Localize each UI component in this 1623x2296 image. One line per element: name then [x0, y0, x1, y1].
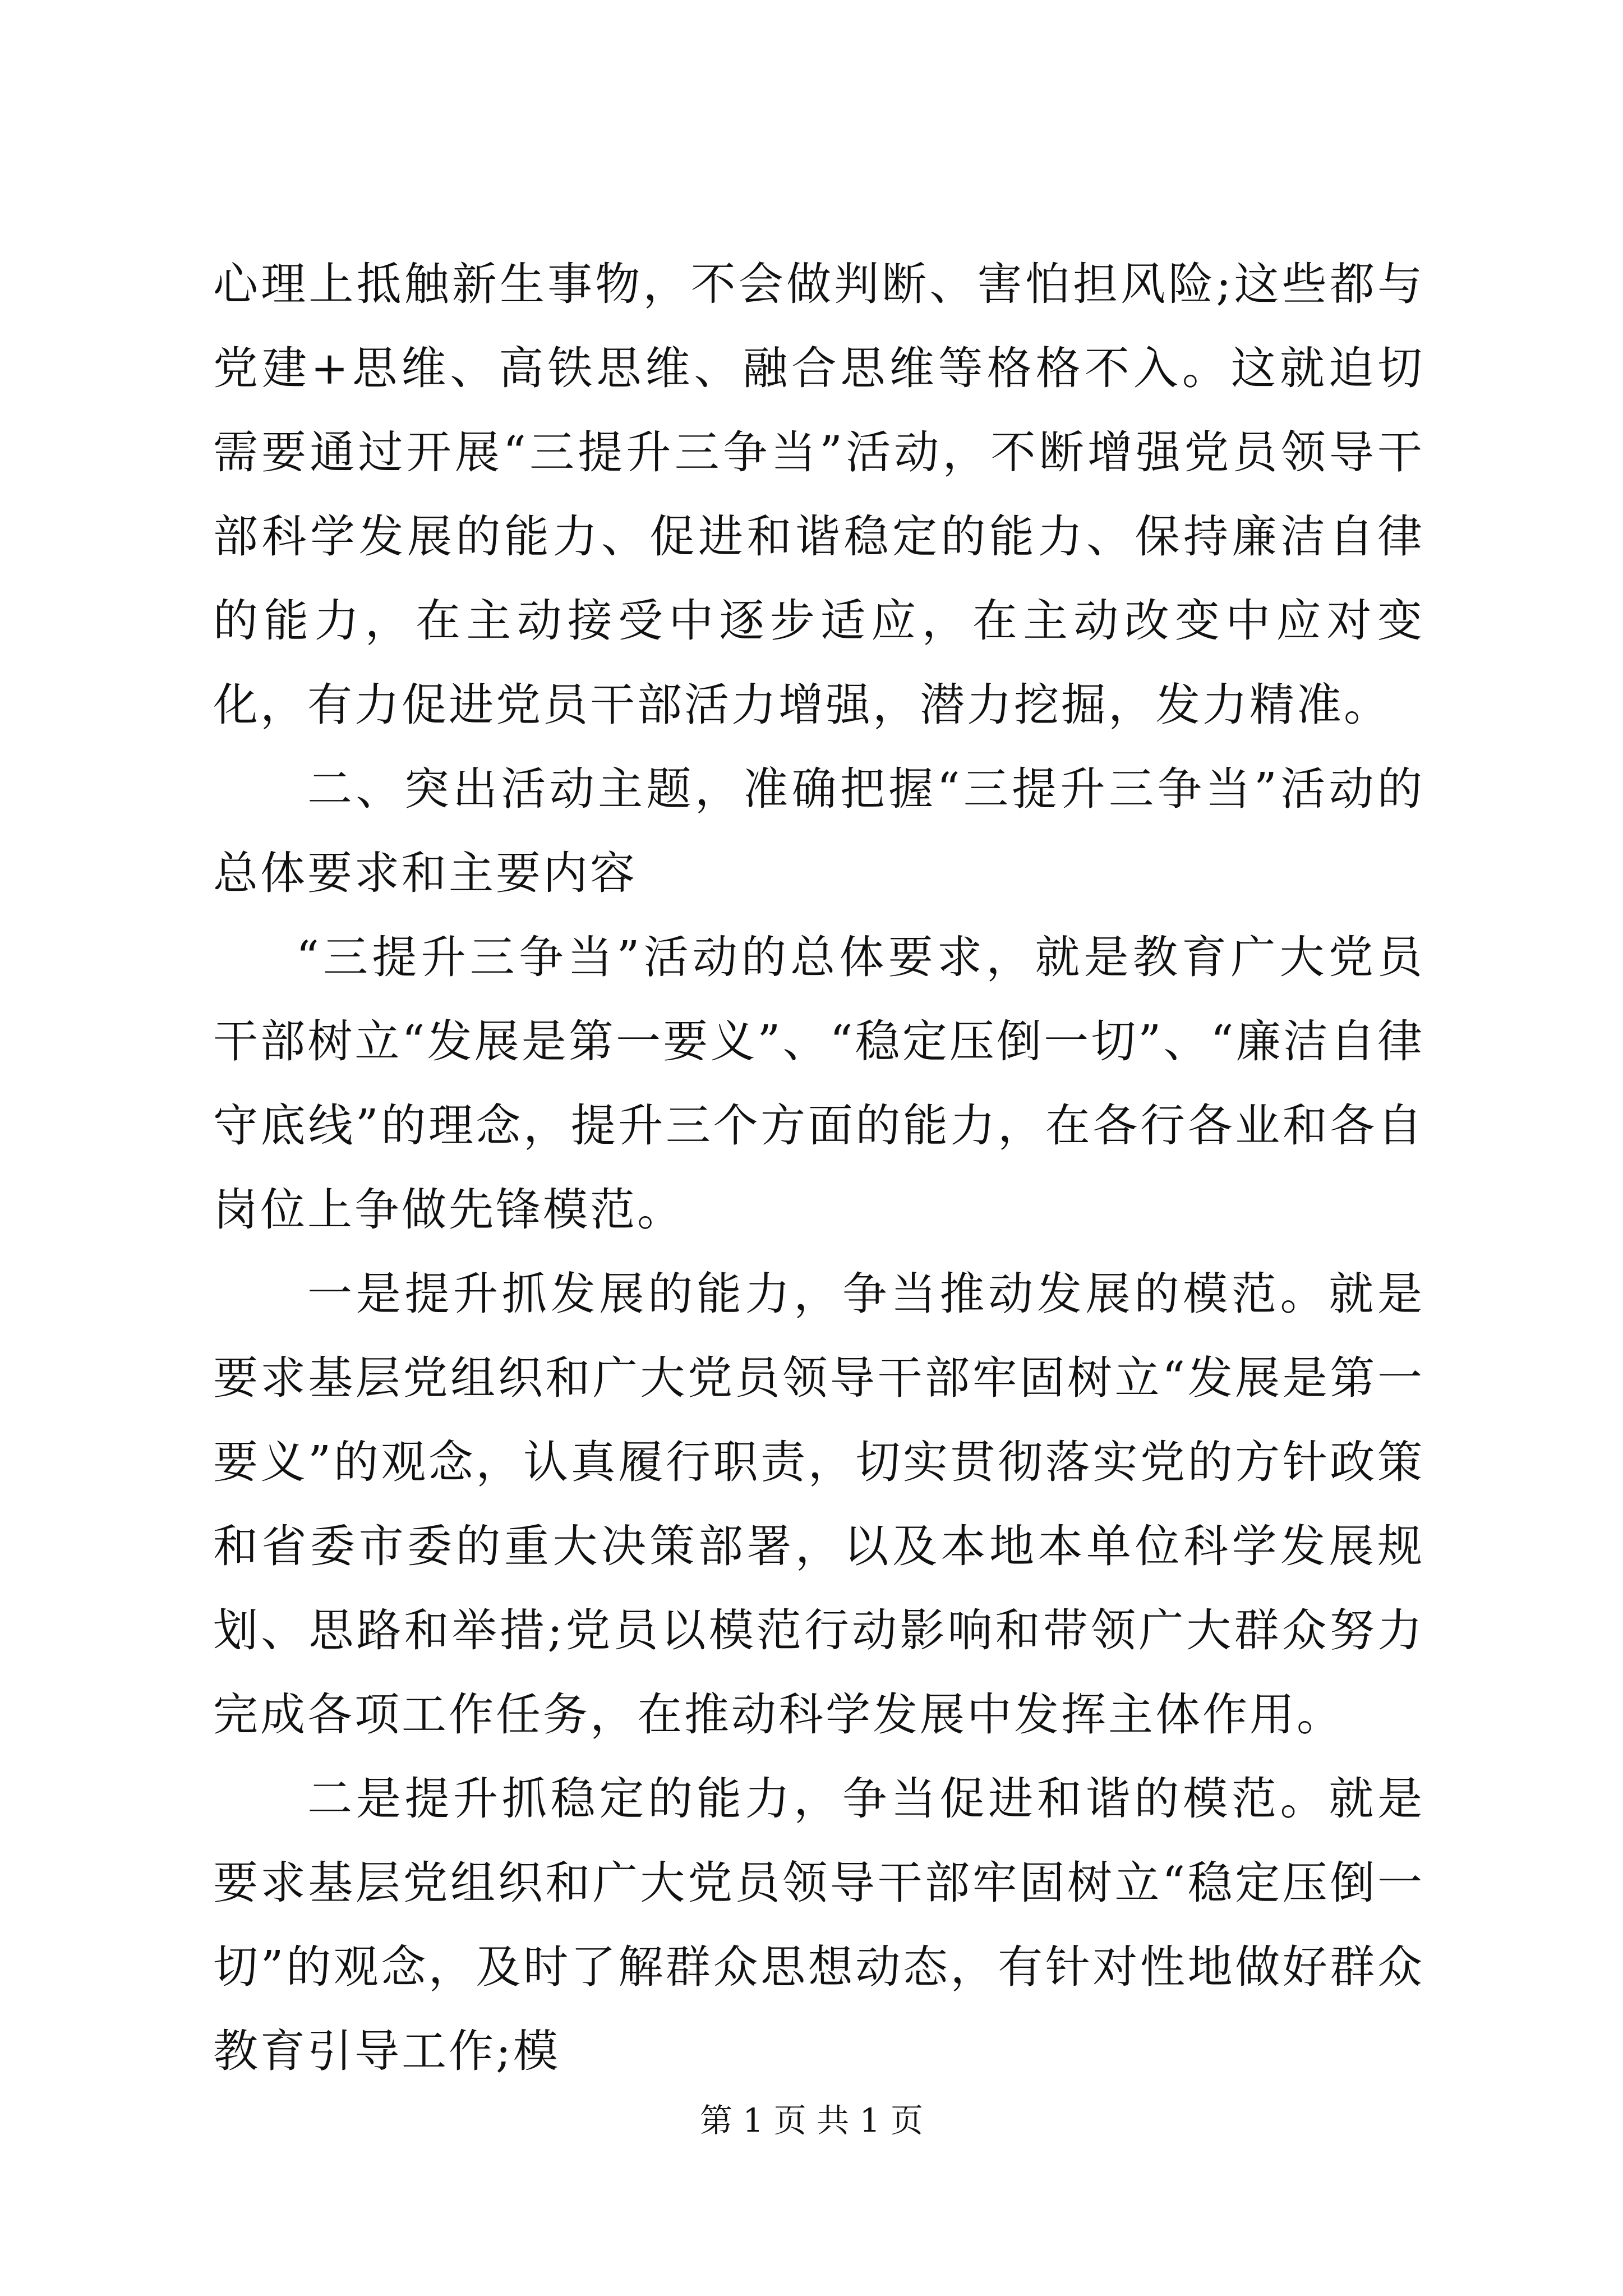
paragraph-continuation: 心理上抵触新生事物，不会做判断、害怕担风险;这些都与党建+思维、高铁思维、融合思维等格格不入。这就迫切需要通过开展“三提升三争当”活动，不断增强党员领导干部科学发展的能力、促进和谐稳定的能力、保持廉洁自律的能力，在主动接受中逐步适应，在主动改变中应对变化，有力促进党员干部活力增强，潜力挖掘，发力精准。 [213, 258, 1424, 731]
section-heading: 二、突出活动主题，准确把握“三提升三争当”活动的总体要求和主要内容 [213, 763, 1424, 899]
page-footer: 第 1 页 共 1 页 [700, 2101, 923, 2139]
paragraph-development: 一是提升抓发展的能力，争当推动发展的模范。就是要求基层党组织和广大党员领导干部牢固树立“发展是第一要义”的观念，认真履行职责，切实贯彻落实党的方针政策和省委市委的重大决策部署，以及本地本单位科学发展规划、思路和举措;党员以模范行动影响和带领广大群众努力完成各项工作任务，在推动科学发展中发挥主体作用。 [213, 1268, 1424, 1741]
paragraph-general-requirements: “三提升三争当”活动的总体要求，就是教育广大党员干部树立“发展是第一要义”、“稳定压倒一切”、“廉洁自律守底线”的理念，提升三个方面的能力，在各行各业和各自岗位上争做先锋模范。 [213, 931, 1424, 1236]
paragraph-stability: 二是提升抓稳定的能力，争当促进和谐的模范。就是要求基层党组织和广大党员领导干部牢固树立“稳定压倒一切”的观念，及时了解群众思想动态，有针对性地做好群众教育引导工作;模 [213, 1773, 1424, 2077]
document-body [213, 242, 1424, 2093]
